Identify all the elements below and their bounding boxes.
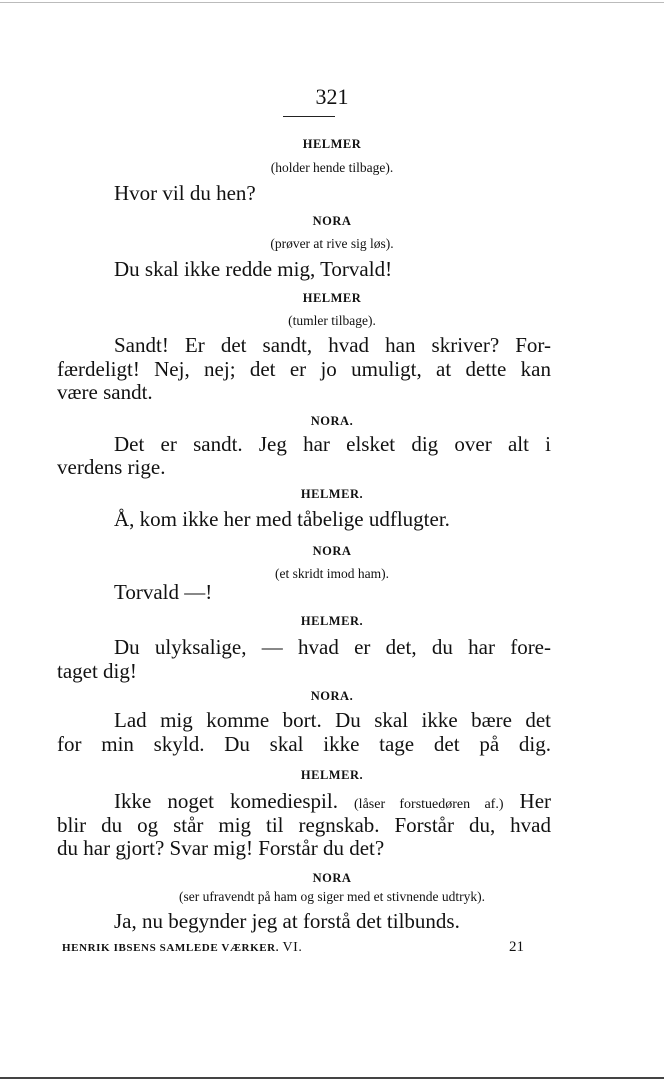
speaker-name: NORA. bbox=[310, 689, 354, 703]
speaker-name: HELMER bbox=[302, 291, 362, 305]
bottom-border bbox=[0, 1077, 664, 1079]
dialogue-line: Sandt! Er det sandt, hvad han skriver? For- bbox=[114, 333, 551, 357]
dialogue-text: Ikke noget komediespil. bbox=[114, 789, 338, 813]
dialogue-line: Hvor vil du hen? bbox=[114, 181, 256, 205]
stage-direction: (ser ufravendt på ham og siger med et stivnende udtryk). bbox=[179, 889, 485, 904]
signature-mark: 21 bbox=[509, 939, 524, 955]
dialogue-line: verdens rige. bbox=[57, 455, 166, 479]
page-number-rule bbox=[283, 116, 335, 117]
dialogue-line: Ja, nu begynder jeg at forstå det tilbunds. bbox=[114, 909, 460, 933]
dialogue-line: færdeligt! Nej, nej; det er jo umuligt, at dette kan bbox=[57, 357, 551, 381]
dialogue-text: Her bbox=[519, 789, 552, 813]
stage-direction: (et skridt imod ham). bbox=[275, 566, 389, 581]
speaker-name: HELMER. bbox=[300, 768, 364, 782]
speaker-name: NORA bbox=[312, 871, 352, 885]
dialogue-line: Torvald —! bbox=[114, 580, 213, 604]
dialogue-line: Du ulyksalige, — hvad er det, du har fore- bbox=[114, 635, 551, 659]
dialogue-line: Du skal ikke redde mig, Torvald! bbox=[114, 257, 393, 281]
speaker-name: HELMER. bbox=[300, 487, 364, 501]
series-title: HENRIK IBSENS SAMLEDE VÆRKER. bbox=[62, 942, 280, 954]
dialogue-line: du har gjort? Svar mig! Forstår du det? bbox=[57, 836, 385, 860]
dialogue-line: blir du og står mig til regnskab. Forstår du, hvad bbox=[57, 813, 551, 837]
speaker-name: NORA bbox=[312, 544, 352, 558]
dialogue-line-with-direction bbox=[114, 789, 551, 814]
top-border bbox=[0, 2, 664, 3]
speaker-name: HELMER bbox=[302, 137, 362, 151]
dialogue-line: taget dig! bbox=[57, 659, 137, 683]
stage-direction: (tumler tilbage). bbox=[288, 313, 376, 328]
dialogue-line: for min skyld. Du skal ikke tage det på dig. bbox=[57, 732, 551, 756]
dialogue-line: Å, kom ikke her med tåbelige udflugter. bbox=[114, 507, 450, 531]
stage-direction: (prøver at rive sig løs). bbox=[270, 236, 394, 251]
dialogue-line: være sandt. bbox=[57, 380, 153, 404]
speaker-name: NORA bbox=[312, 214, 352, 228]
inline-stage-direction: (låser forstuedøren af.) bbox=[354, 797, 504, 812]
dialogue-line: Lad mig komme bort. Du skal ikke bære det bbox=[114, 708, 551, 732]
dialogue-line: Det er sandt. Jeg har elsket dig over alt i bbox=[114, 432, 551, 456]
page-number: 321 bbox=[315, 84, 349, 109]
stage-direction: (holder hende tilbage). bbox=[270, 160, 394, 175]
footer-series bbox=[62, 940, 303, 956]
volume-number: VI. bbox=[282, 940, 303, 955]
speaker-name: NORA. bbox=[310, 414, 354, 428]
speaker-name: HELMER. bbox=[300, 614, 364, 628]
